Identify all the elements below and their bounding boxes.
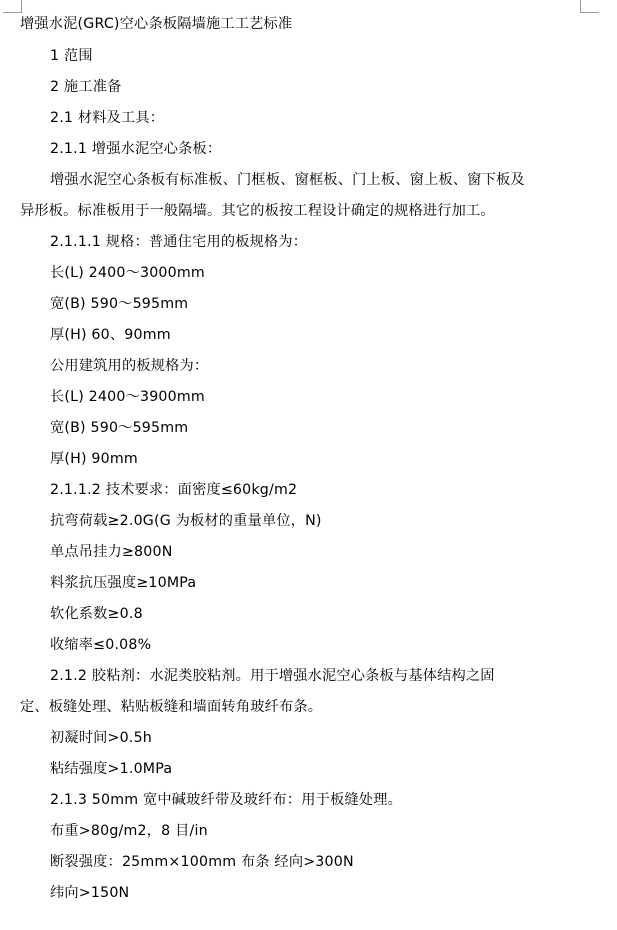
spec-line: 收缩率≤0.08% xyxy=(50,637,152,653)
heading-preparation: 2 施工准备 xyxy=(50,79,122,95)
spec-line: 厚(H) 90mm xyxy=(50,451,138,467)
heading-scope: 1 范围 xyxy=(50,48,93,64)
spec-line: 纬向>150N xyxy=(50,885,130,901)
spec-line: 初凝时间>0.5h xyxy=(50,730,152,746)
spec-line: 软化系数≥0.8 xyxy=(50,606,143,622)
heading-fiberglass: 2.1.3 50mm 宽中碱玻纤带及玻纤布：用于板缝处理。 xyxy=(50,792,402,808)
paragraph-line: 增强水泥空心条板有标准板、门框板、窗框板、门上板、窗上板、窗下板及 xyxy=(50,172,525,188)
paragraph-line: 定、板缝处理、粘贴板缝和墙面转角玻纤布条。 xyxy=(20,699,323,715)
heading-specs: 2.1.1.1 规格：普通住宅用的板规格为： xyxy=(50,234,308,250)
spec-line: 单点吊挂力≥800N xyxy=(50,544,173,560)
heading-grc-panel: 2.1.1 增强水泥空心条板： xyxy=(50,141,222,157)
heading-tech-requirements: 2.1.1.2 技术要求：面密度≤60kg/m2 xyxy=(50,482,298,498)
spec-line: 布重>80g/m2，8 目/in xyxy=(50,823,208,839)
spec-line: 厚(H) 60、90mm xyxy=(50,327,171,343)
heading-materials: 2.1 材料及工具： xyxy=(50,110,165,126)
document-title: 增强水泥(GRC)空心条板隔墙施工工艺标准 xyxy=(20,16,293,32)
spec-line: 长(L) 2400～3000mm xyxy=(50,265,205,281)
heading-adhesive: 2.1.2 胶粘剂：水泥类胶粘剂。用于增强水泥空心条板与基体结构之固 xyxy=(50,668,495,684)
spec-line: 断裂强度：25mm×100mm 布条 经向>300N xyxy=(50,854,354,870)
paragraph-line: 公用建筑用的板规格为： xyxy=(50,358,209,374)
page-corner-mark-right xyxy=(580,0,599,13)
page-corner-mark-left xyxy=(3,0,22,13)
spec-line: 粘结强度>1.0MPa xyxy=(50,761,173,777)
spec-line: 抗弯荷载≥2.0G(G 为板材的重量单位，N) xyxy=(50,513,322,529)
paragraph-line: 异形板。标准板用于一般隔墙。其它的板按工程设计确定的规格进行加工。 xyxy=(20,203,495,219)
spec-line: 料浆抗压强度≥10MPa xyxy=(50,575,197,591)
spec-line: 长(L) 2400～3900mm xyxy=(50,389,205,405)
spec-line: 宽(B) 590～595mm xyxy=(50,296,189,312)
spec-line: 宽(B) 590～595mm xyxy=(50,420,189,436)
